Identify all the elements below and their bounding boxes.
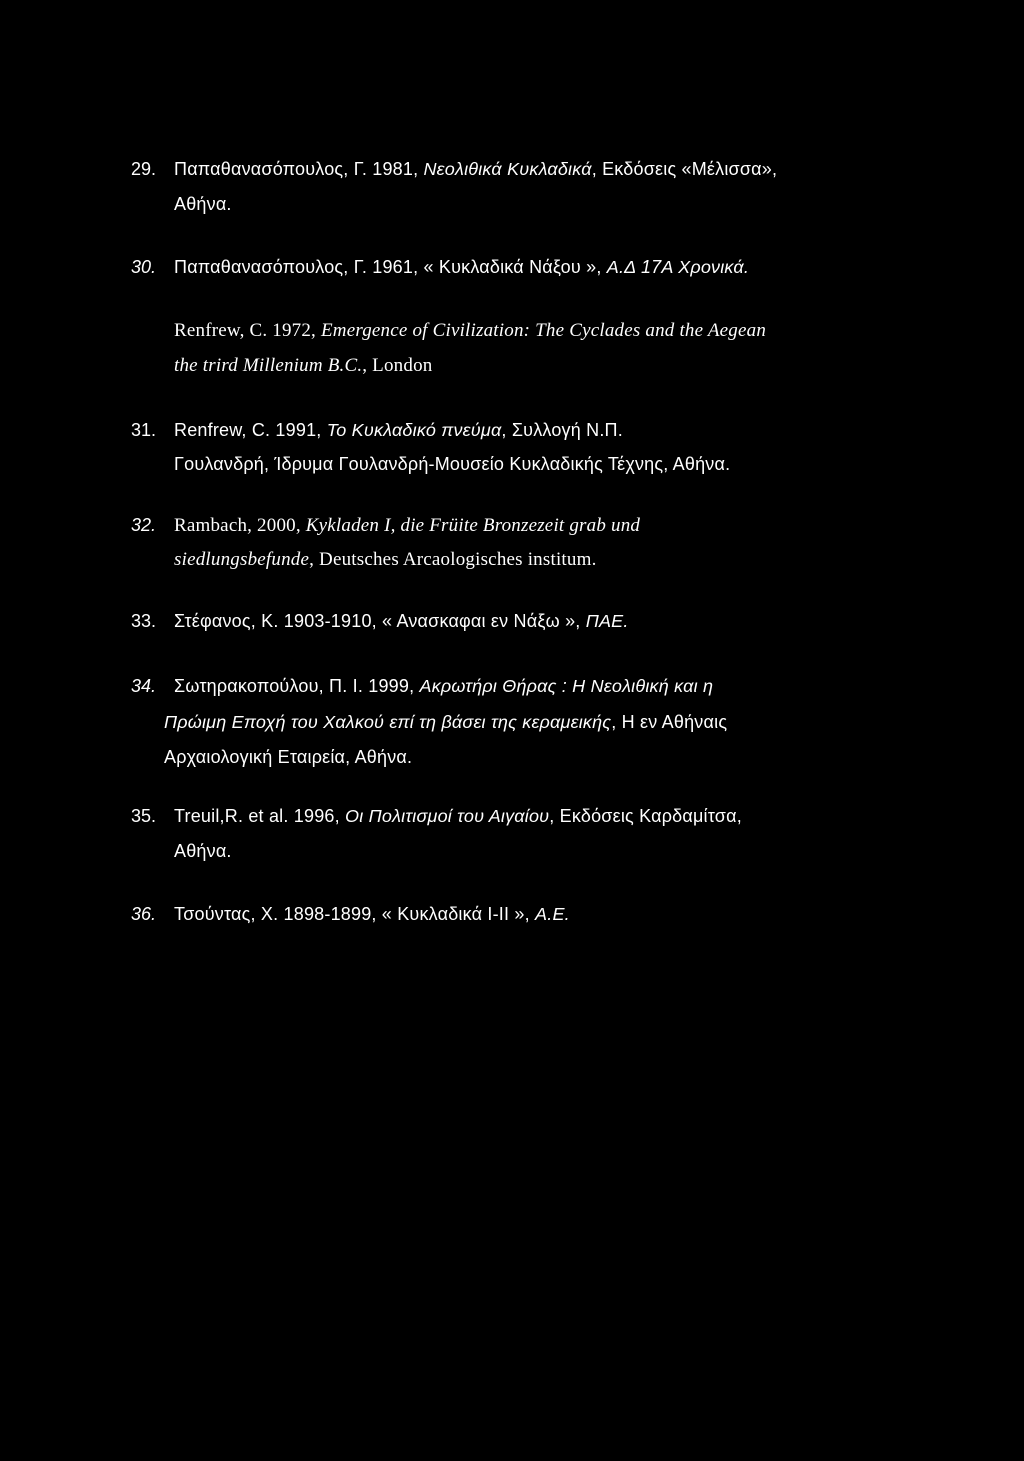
reference-line bbox=[174, 905, 570, 923]
reference-text: , Συλλογή Ν.Π. bbox=[501, 420, 623, 440]
reference-title-text: Kykladen I, die Früite Bronzezeit grab und bbox=[305, 515, 641, 536]
reference-line bbox=[174, 321, 766, 340]
reference-title-text: Α.Ε. bbox=[535, 904, 570, 924]
reference-line bbox=[174, 842, 232, 860]
reference-line bbox=[174, 807, 742, 825]
reference-title-text: Πρώιμη Εποχή του Χαλκού επί τη βάσει της κεραμεικής bbox=[164, 712, 612, 732]
reference-line bbox=[164, 748, 412, 766]
reference-text: Παπαθανασόπουλος, Γ. 1961, « Κυκλαδικά Νάξου », bbox=[174, 257, 607, 277]
reference-line bbox=[174, 550, 597, 569]
reference-text: Renfrew, C. 1991, bbox=[174, 420, 327, 440]
reference-text: Παπαθανασόπουλος, Γ. 1981, bbox=[174, 159, 424, 179]
reference-line bbox=[174, 516, 640, 535]
reference-line bbox=[174, 612, 629, 630]
reference-title-text: Οι Πολιτισμοί του Αιγαίου bbox=[345, 806, 550, 826]
reference-line bbox=[174, 195, 232, 213]
reference-text: , Εκδόσεις «Μέλισσα», bbox=[591, 159, 778, 179]
reference-text: , London bbox=[362, 355, 433, 376]
reference-line bbox=[174, 677, 713, 695]
reference-title-text: Το Κυκλαδικό πνεύμα bbox=[326, 420, 502, 440]
reference-line bbox=[174, 356, 433, 375]
reference-text: Γουλανδρή, Ίδρυμα Γουλανδρή-Μουσείο Κυκλαδικής Τέχνης, Αθήνα. bbox=[174, 454, 731, 474]
reference-number: 31. bbox=[131, 420, 157, 440]
reference-text: Treuil,R. et al. 1996, bbox=[174, 806, 346, 826]
reference-line bbox=[174, 455, 730, 473]
reference-text: Renfrew, C. 1972, bbox=[174, 320, 321, 341]
reference-text: Στέφανος, Κ. 1903-1910, « Ανασκαφαι εν Νάξω », bbox=[174, 611, 586, 631]
reference-line bbox=[174, 160, 777, 178]
reference-title-text: Νεολιθικά Κυκλαδικά bbox=[423, 159, 592, 179]
reference-line bbox=[174, 258, 749, 276]
reference-title-text: siedlungsbefunde bbox=[174, 549, 310, 570]
reference-title-text: Emergence of Civilization: The Cyclades and the Aegean bbox=[320, 320, 767, 341]
reference-text: , Εκδόσεις Καρδαμίτσα, bbox=[549, 806, 742, 826]
reference-number: 29. bbox=[131, 159, 157, 179]
reference-text: Αρχαιολογική Εταιρεία, Αθήνα. bbox=[164, 747, 413, 767]
reference-title-text: Α.Δ 17Α Χρονικά. bbox=[606, 257, 750, 277]
reference-number: 33. bbox=[131, 611, 157, 631]
reference-text: Αθήνα. bbox=[174, 841, 232, 861]
reference-title-text: Ακρωτήρι Θήρας : Η Νεολιθική και η bbox=[419, 676, 714, 696]
reference-title-text: ΠΑΕ. bbox=[585, 611, 629, 631]
reference-number: 32. bbox=[131, 515, 157, 535]
reference-number: 34. bbox=[131, 676, 157, 696]
reference-line bbox=[174, 421, 623, 439]
reference-title-text: the trird Millenium B.C. bbox=[174, 355, 363, 376]
reference-line bbox=[164, 713, 727, 731]
reference-number: 30. bbox=[131, 257, 157, 277]
reference-number: 36. bbox=[131, 904, 157, 924]
reference-text: Αθήνα. bbox=[174, 194, 232, 214]
reference-text: , Deutsches Arcaologisches institum. bbox=[309, 549, 597, 570]
reference-number: 35. bbox=[131, 806, 157, 826]
reference-text: Rambach, 2000, bbox=[174, 515, 306, 536]
reference-text: , Η εν Αθήναις bbox=[611, 712, 728, 732]
reference-text: Τσούντας, Χ. 1898-1899, « Κυκλαδικά Ι-ΙΙ », bbox=[174, 904, 536, 924]
reference-text: Σωτηρακοπούλου, Π. Ι. 1999, bbox=[174, 676, 420, 696]
